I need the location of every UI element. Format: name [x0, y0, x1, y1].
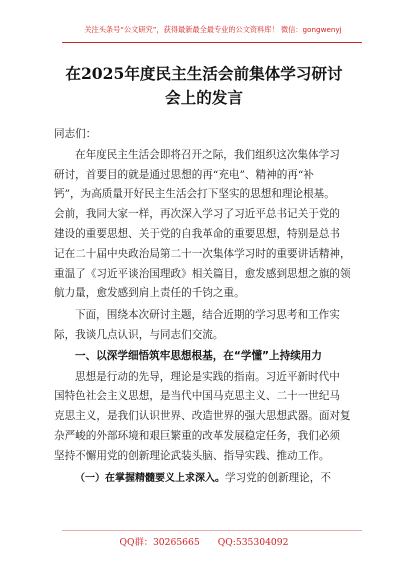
footer-qq-group: QQ群：30265665	[119, 537, 200, 548]
paragraph-3-line: 思想是行动的先导，理论是实践的指南。习近平新时代中	[75, 370, 340, 383]
paragraph-1-line: 建设的重要思想、关于党的自我革命的重要思想，特别是总书	[54, 227, 341, 240]
paragraph-2-line: 际，我谈几点认识，与同志们交流。	[54, 328, 224, 341]
document-body	[54, 125, 360, 488]
footer-divider	[62, 530, 362, 531]
paragraph-1-line: 研讨，首要目的就是通过思想的再“充电”、精神的再“补	[54, 168, 314, 181]
paragraph-3-line: 坚持不懈用党的创新理论武装头脑、指导实践、推动工作。	[54, 449, 330, 462]
section-1-heading: 一、以深学细悟筑牢思想根基，在“学懂”上持续用力	[75, 349, 322, 362]
subsection-1-line	[54, 469, 360, 489]
salutation: 同志们：	[54, 128, 97, 140]
subsection-1-heading: （一）在掌握精髓要义上求深入。	[75, 472, 225, 484]
subsection-1-text: 学习党的创新理论，不	[225, 471, 331, 484]
paragraph-1-line: 记在二十届中央政治局第二十一次集体学习时的重要讲话精神，	[54, 247, 351, 260]
paragraph-1-line: 钙”，为高质量开好民主生活会打下坚实的思想和理论根基。	[54, 188, 335, 201]
paragraph-3-line: 克思主义，是我们认识世界、改造世界的强大思想武器。面对复	[54, 410, 351, 423]
title-line-2: 会上的发言	[165, 88, 243, 107]
paragraph-1-line: 在年度民主生活会即将召开之际，我们组织这次集体学习	[75, 148, 340, 161]
paragraph-1-line: 会前，我同大家一样，再次深入学习了习近平总书记关于党的	[54, 208, 341, 221]
paragraph-3-line: 国特色社会主义思想，是当代中国马克思主义、二十一世纪马	[54, 390, 341, 403]
header-banner: 关注头条号“公文研究”，获得最新最全最专业的公文资料库！ 微信：gongwenyj	[84, 25, 342, 34]
paragraph-2-line: 下面，围绕本次研讨主题，结合近期的学习思考和工作实	[75, 309, 340, 322]
paragraph-1-line: 重温了《习近平谈治国理政》相关篇目，愈发感到思想之旗的领	[54, 267, 351, 280]
header-divider	[62, 42, 362, 43]
paragraph-3-line: 杂严峻的外部环境和艰巨繁重的改革发展稳定任务，我们必须	[54, 429, 341, 442]
document-title	[40, 62, 368, 110]
title-line-1: 在2025年度民主生活会前集体学习研讨	[65, 64, 343, 83]
paragraph-1-line: 航力量，愈发感到肩上责任的千钧之重。	[54, 287, 245, 300]
footer-qq: QQ:535304092	[217, 537, 289, 548]
footer-contact	[0, 534, 408, 548]
